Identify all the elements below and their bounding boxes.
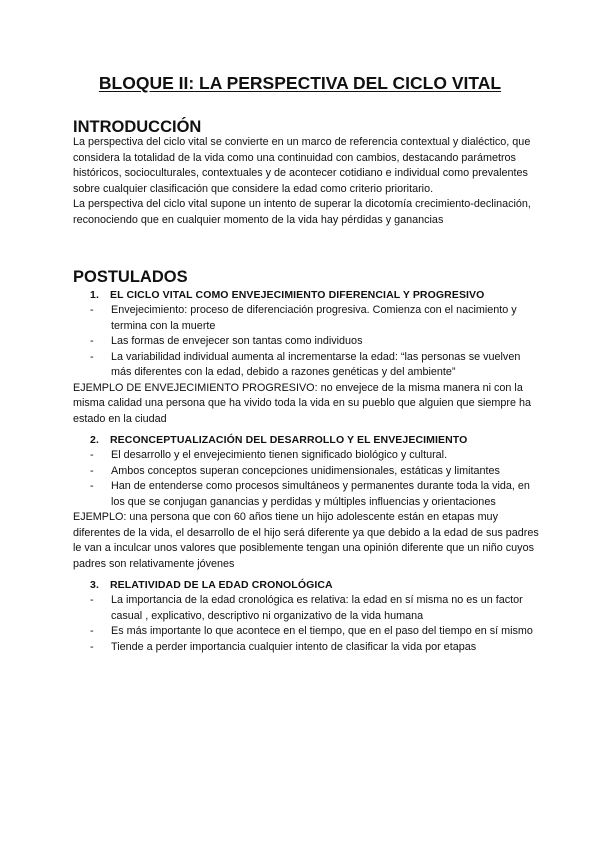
dash-bullet: - [90,449,94,461]
page-title: BLOQUE II: LA PERSPECTIVA DEL CICLO VITAL [98,73,502,93]
section-title: RELATIVIDAD DE LA EDAD CRONOLÓGICA [110,579,333,591]
section-number: 2. [90,434,99,446]
list-item: - Ambos conceptos superan concepciones unidimensionales, estáticas y limitantes [90,464,543,480]
postulados-heading: POSTULADOS [73,268,188,286]
section-number: 1. [90,289,99,301]
postulado-section-3 [73,578,543,655]
dash-bullet: - [90,640,94,653]
section-number: 3. [90,579,99,591]
dash-bullet: - [90,594,94,606]
postulado-section-2 [73,433,543,572]
dash-bullet: - [90,464,94,477]
example-text: EJEMPLO DE ENVEJECIMIENTO PROGRESIVO: no envejece de la misma manera ni con la misma calidad una persona que ha vivido toda la vida en su pueblo que alguien que siempre ha estado en la ciudad [73,381,531,425]
list-item: - Tiende a perder importancia cualquier intento de clasificar la vida por etapas [90,640,543,656]
section-list [73,303,543,381]
list-item: - La variabilidad individual aumenta al incrementarse la edad: “las personas se vuelven más diferentes con la edad, debido a razones genéticas y del ambiente” [90,350,521,378]
list-item: - El desarrollo y el envejecimiento tienen significado biológico y cultural. [90,448,543,464]
list-item: - Las formas de envejecer son tantas como individuos [90,334,543,350]
dash-bullet: - [90,350,94,363]
list-item: - Es más importante lo que acontece en el tiempo, que en el paso del tiempo en sí mismo [90,624,543,640]
list-item: - La importancia de la edad cronológica es relativa: la edad en sí misma no es un factor casual , explicativo, descriptivo ni organizativo de la vida humana [90,594,523,622]
dash-bullet: - [90,625,94,637]
list-item: - Han de entenderse como procesos simultáneos y permanentes durante toda la vida, en los que se conjugan ganancias y perdidas y múltiples influencias y orientaciones [90,480,530,508]
dash-bullet: - [90,304,94,316]
section-list [73,593,543,655]
intro-heading: INTRODUCCIÓN [73,118,202,136]
section-heading [73,578,543,593]
section-heading [73,288,543,303]
intro-text [73,135,543,228]
section-heading [73,433,543,448]
list-item: - Envejecimiento: proceso de diferenciación progresiva. Comienza con el nacimiento y termina con la muerte [90,304,517,332]
section-title: EL CICLO VITAL COMO ENVEJECIMIENTO DIFERENCIAL Y PROGRESIVO [110,289,485,301]
postulado-section-1 [73,288,543,427]
intro-paragraph: La perspectiva del ciclo vital se convierte en un marco de referencia contextual y dialéctico, que considera la totalidad de la vida como una continuidad con cambios, destacando parámetros históricos, socioculturales, contextuales y de acontecer cotidiano e individual como prevalentes sobre cualquier clasificación que considere la edad como criterio prioritario. [73,136,531,195]
section-list [73,448,543,510]
section-title: RECONCEPTUALIZACIÓN DEL DESARROLLO Y EL ENVEJECIMIENTO [110,434,468,446]
example-text: EJEMPLO: una persona que con 60 años tiene un hijo adolescente están en etapas muy diferentes de la vida, el desarrollo de el hijo será diferente ya que debido a la edad de sus padres le van a inculcar unos valores que posiblemente tengan una opinión diferente que un niño cuyos padres son relativamente jóvenes [73,511,539,570]
dash-bullet: - [90,335,94,347]
dash-bullet: - [90,480,94,492]
intro-paragraph: La perspectiva del ciclo vital supone un intento de superar la dicotomía crecimiento-declinación, reconociendo que en cualquier momento de la vida hay pérdidas y ganancias [73,198,531,226]
